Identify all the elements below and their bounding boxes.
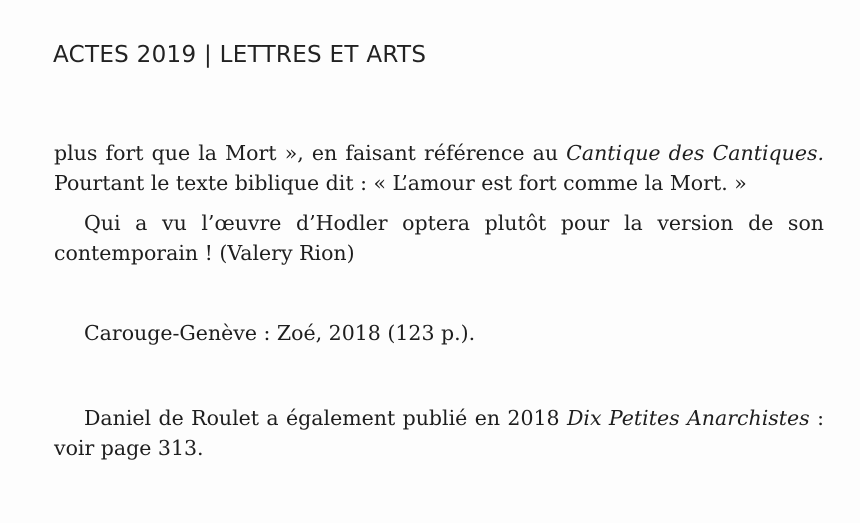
publication-info bbox=[54, 318, 824, 348]
publication-info-line: Carouge-Genève : Zoé, 2018 (123 p.). bbox=[84, 321, 476, 345]
paragraph-2 bbox=[54, 208, 824, 268]
paragraph-1-line-1 bbox=[54, 138, 824, 168]
paragraph-1-line-2: Pourtant le texte biblique dit : « L’amour est fort comme la Mort. » bbox=[54, 171, 747, 195]
paragraph-4-colon: : bbox=[809, 406, 824, 430]
paragraph-2-line-1: Qui a vu l’œuvre d’Hodler optera plutôt pour la version de son bbox=[84, 211, 824, 235]
paragraph-1 bbox=[54, 138, 824, 198]
paragraph-2-line-2: contemporain ! (Valery Rion) bbox=[54, 241, 355, 265]
book-title-cantique: Cantique des Cantiques. bbox=[566, 141, 824, 165]
paragraph-4-line-2: voir page 313. bbox=[54, 436, 204, 460]
paragraph-4-line-1 bbox=[54, 403, 824, 433]
paragraph-4-text: Daniel de Roulet a également publié en 2018 bbox=[84, 406, 567, 430]
paragraph-4 bbox=[54, 403, 824, 463]
paragraph-1-text: plus fort que la Mort », en faisant référence au bbox=[54, 141, 567, 165]
running-head: ACTES 2019 | LETTRES ET ARTS bbox=[53, 42, 427, 68]
book-title-anarchistes: Dix Petites Anarchistes bbox=[566, 406, 810, 430]
